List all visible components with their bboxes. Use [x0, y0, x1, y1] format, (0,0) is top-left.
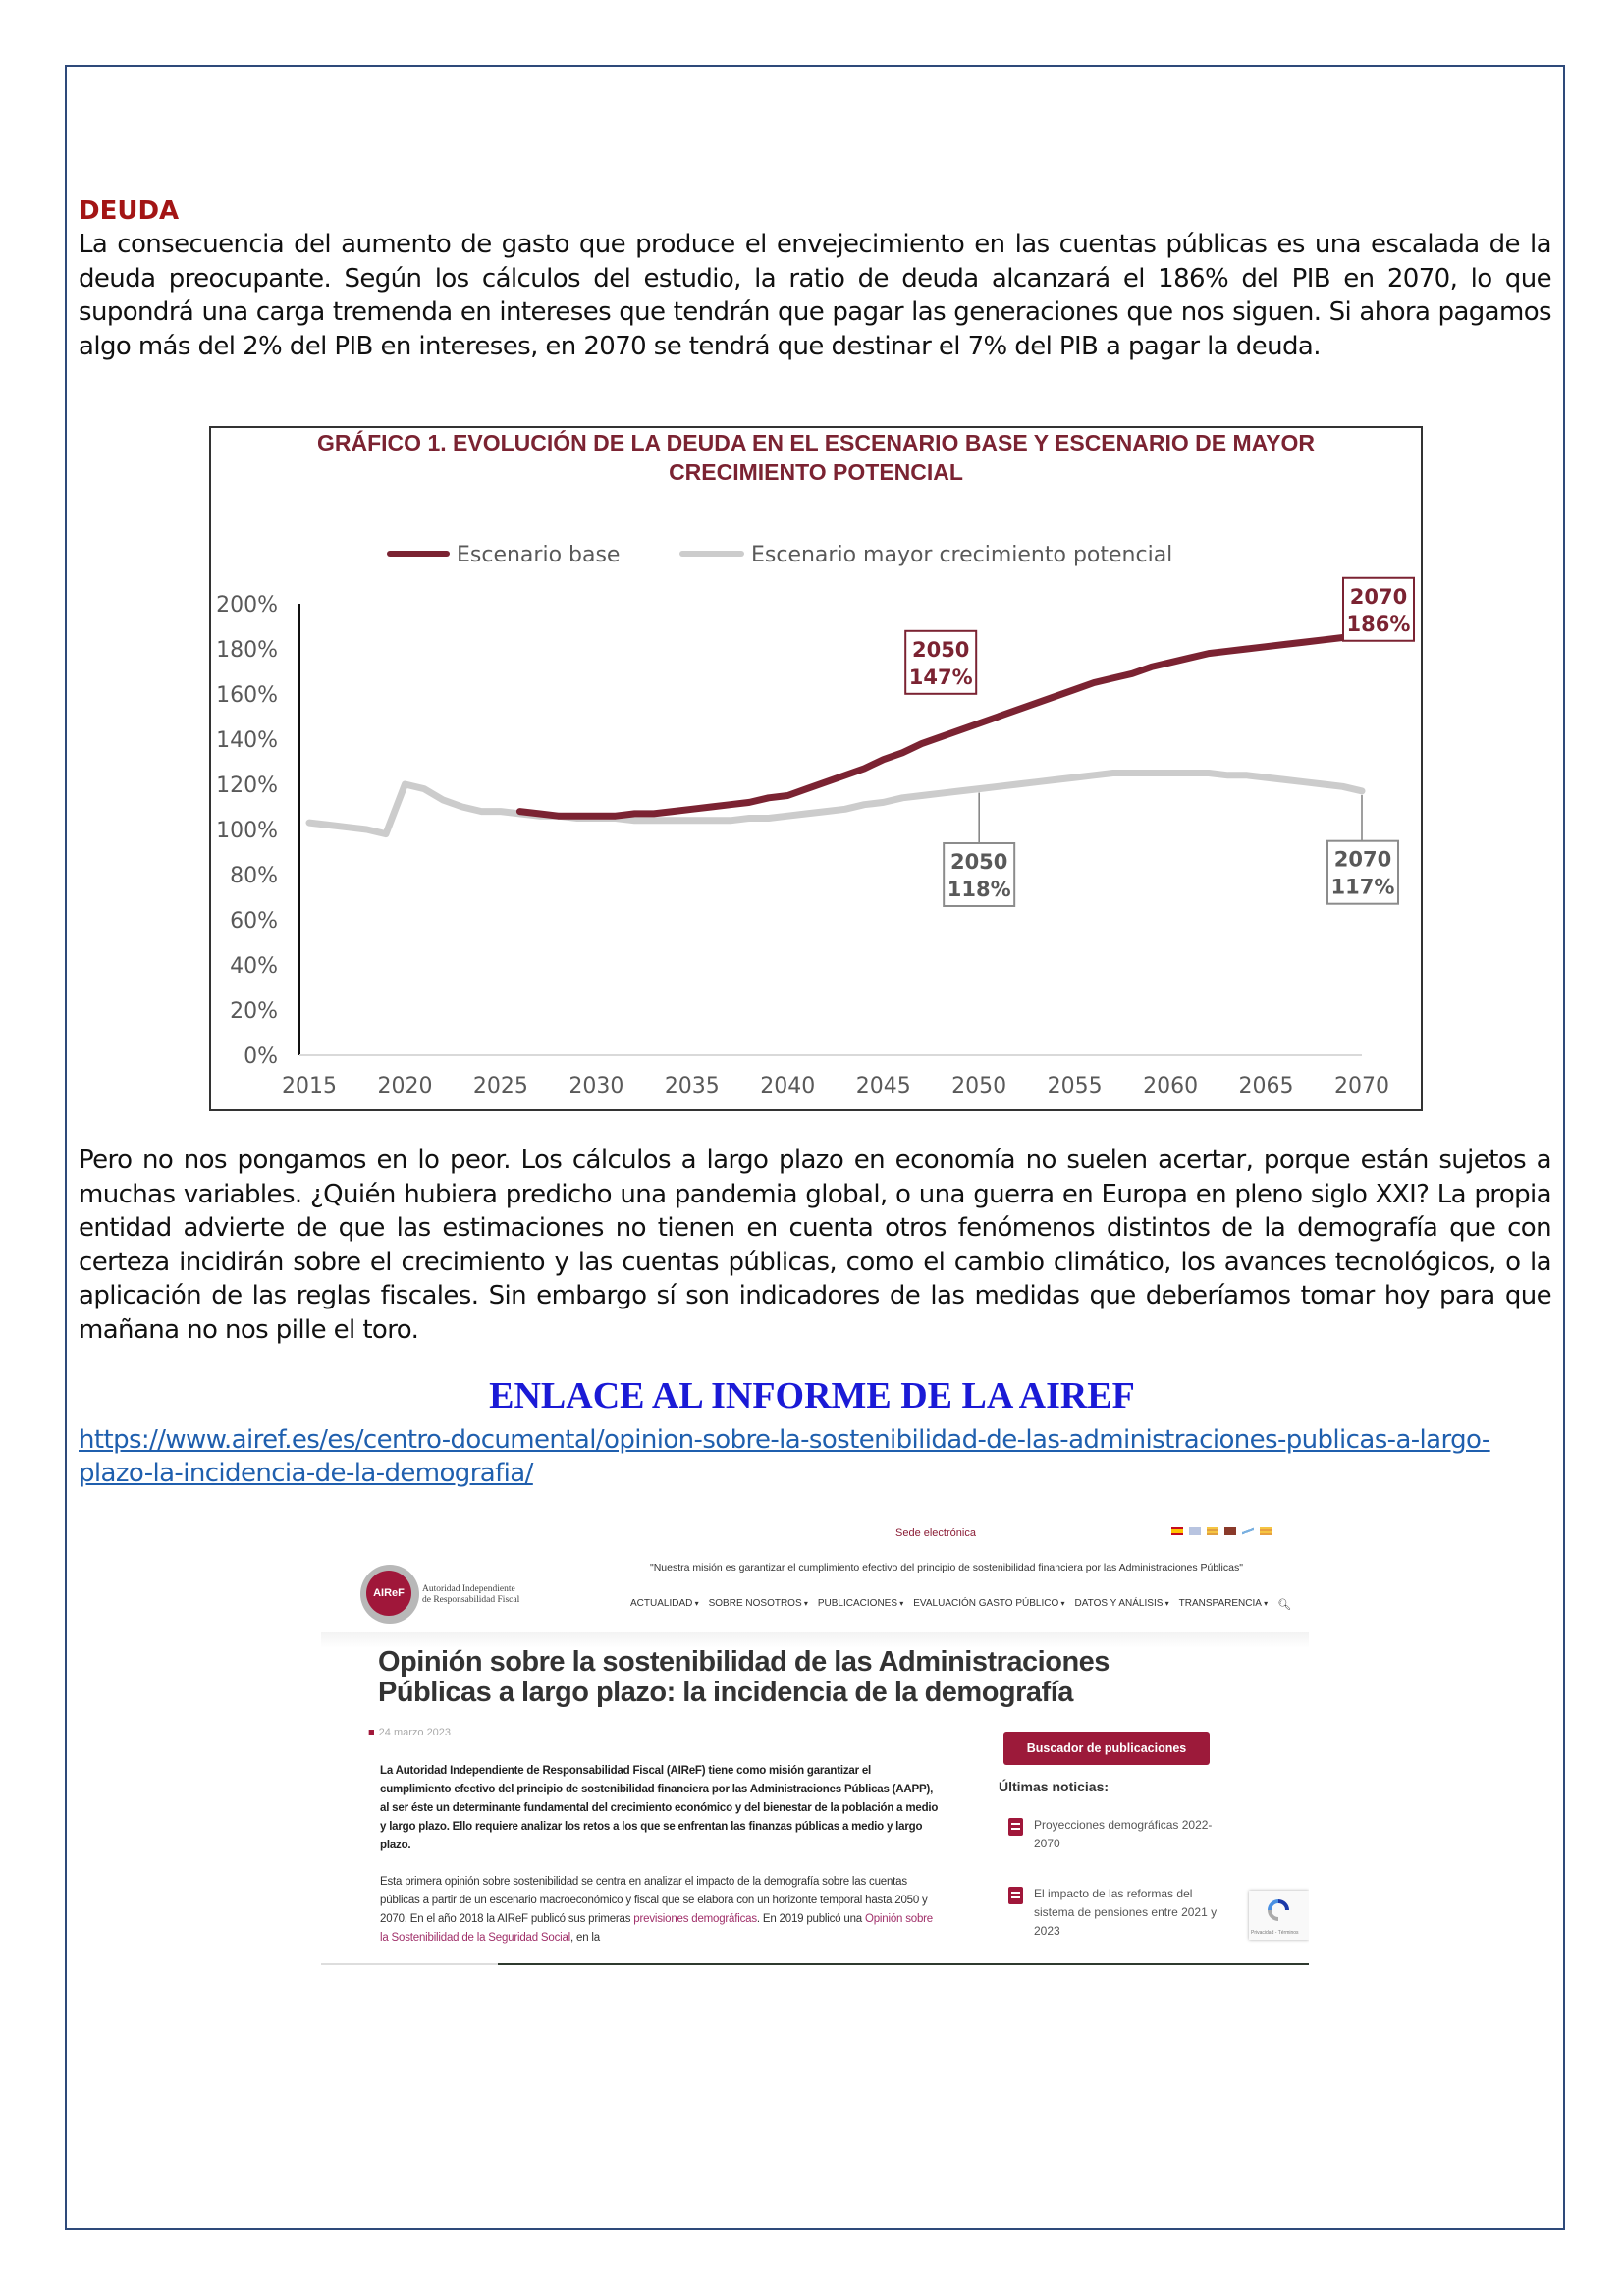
- article-title: [378, 1647, 1110, 1708]
- airef-website-screenshot: [321, 1520, 1309, 1965]
- nav-sobre-nosotros[interactable]: SOBRE NOSOTROS ▾: [709, 1598, 808, 1611]
- x-tick-label: 2065: [1238, 1074, 1294, 1098]
- annotation-value: 147%: [908, 665, 973, 689]
- main-nav: [630, 1598, 1291, 1611]
- annotation-year: 2050: [911, 637, 970, 662]
- annotation-value: 118%: [947, 878, 1011, 901]
- link-opinion-seguridad-social[interactable]: Opinión sobre la Sostenibilidad de la Seguridad Social: [380, 1913, 933, 1944]
- x-tick-label: 2040: [760, 1074, 816, 1098]
- chart-title: GRÁFICO 1. EVOLUCIÓN DE LA DEUDA EN EL ESCENARIO BASE Y ESCENARIO DE MAYOR CRECIMIENTO POTENCIAL: [317, 430, 1315, 485]
- flag-eu-icon[interactable]: [1224, 1527, 1236, 1535]
- flag-uk-icon[interactable]: [1189, 1527, 1201, 1535]
- x-tick-label: 2015: [282, 1074, 337, 1098]
- link-section-title: ENLACE AL INFORME DE LA AIREF: [489, 1375, 1135, 1416]
- article-intro: La Autoridad Independiente de Responsabilidad Fiscal (AIReF) tiene como misión garantizar el cumplimiento efectivo del principio de sostenibilidad financiera por las Administraciones Públicas (AAPP), al ser éste un determinante fundamental del crecimiento económico y del bienestar de la población a medio y largo plazo. Ello requiere analizar los retos a los que se enfrentan las finanzas públicas a medio y largo plazo.: [380, 1765, 939, 1851]
- recaptcha-icon: [1264, 1896, 1293, 1925]
- news-item-label: El impacto de las reformas del sistema de pensiones entre 2021 y 2023: [1034, 1887, 1218, 1938]
- article-title-line2: Públicas a largo plazo: la incidencia de la demografía: [378, 1677, 1073, 1708]
- x-tick-label: 2035: [664, 1074, 720, 1098]
- flag-va-icon[interactable]: [1260, 1527, 1272, 1535]
- y-tick-label: 200%: [216, 593, 278, 617]
- news-item-label: Proyecciones demográficas 2022-2070: [1034, 1818, 1213, 1850]
- logo-subtitle: [422, 1584, 519, 1606]
- y-tick-label: 40%: [230, 954, 278, 979]
- mission-statement: "Nuestra misión es garantizar el cumplimiento efectivo del principio de sostenibilidad financiera por las Administraciones Públicas": [650, 1562, 1243, 1574]
- calendar-icon: ■: [368, 1727, 375, 1738]
- y-tick-label: 120%: [216, 774, 278, 798]
- y-tick-label: 80%: [230, 864, 278, 888]
- annotation-year: 2070: [1349, 584, 1408, 609]
- paragraph-debt: La consecuencia del aumento de gasto que produce el envejecimiento en las cuentas públicas es una escalada de la deuda preocupante. Según los cálculos del estudio, la ratio de deuda alcanzará el 186% del PIB en 2070, lo que supondrá una carga tremenda en intereses que tendrán que pagar las generaciones que nos siguen. Si ahora pagamos algo más del 2% del PIB en intereses, en 2070 se tendrá que destinar el 7% del PIB a pagar la deuda.: [79, 230, 1551, 361]
- nav-datos-analisis[interactable]: DATOS Y ANÁLISIS ▾: [1075, 1598, 1169, 1611]
- x-tick-label: 2045: [855, 1074, 911, 1098]
- annotation-year: 2050: [949, 850, 1008, 874]
- x-tick-label: 2020: [377, 1074, 433, 1098]
- x-tick-label: 2070: [1334, 1074, 1389, 1098]
- recaptcha-badge[interactable]: [1249, 1891, 1309, 1940]
- news-heading: Últimas noticias:: [999, 1779, 1110, 1794]
- body-text-1: Esta primera opinión sobre sostenibilidad se centra en analizar el impacto de la demografía sobre las cuentas públicas a partir de un escenario macroeconómico y fiscal que se elabora con un horizonte temporal hasta 2050 y 2070. En el año 2018 la AIReF publicó sus primeras: [380, 1876, 928, 1925]
- nav-actualidad[interactable]: ACTUALIDAD ▾: [630, 1598, 699, 1611]
- sede-electronica-link[interactable]: Sede electrónica: [895, 1527, 976, 1539]
- y-tick-label: 180%: [216, 638, 278, 663]
- flag-es-icon[interactable]: [1171, 1527, 1183, 1535]
- x-tick-label: 2060: [1143, 1074, 1199, 1098]
- body-text-3: , en la: [570, 1932, 600, 1944]
- link-previsiones[interactable]: previsiones demográficas: [633, 1913, 757, 1925]
- screenshot-bottom-bar-left: [321, 1963, 498, 1965]
- y-tick-label: 140%: [216, 728, 278, 753]
- date-text: 24 marzo 2023: [378, 1727, 452, 1738]
- recaptcha-text: Privacidad - Términos: [1251, 1930, 1299, 1936]
- body-text-2: . En 2019 publicó una: [756, 1913, 865, 1925]
- nav-evaluacion-gasto[interactable]: EVALUACIÓN GASTO PÚBLICO ▾: [913, 1598, 1064, 1611]
- flag-ca-icon[interactable]: [1207, 1527, 1218, 1535]
- logo-mark: AIReF: [366, 1571, 411, 1616]
- section-heading: DEUDA: [79, 196, 180, 226]
- annotation-value: 186%: [1346, 612, 1411, 636]
- y-tick-label: 0%: [244, 1044, 278, 1069]
- y-tick-label: 60%: [230, 909, 278, 934]
- newspaper-icon: [1008, 1887, 1023, 1904]
- y-tick-label: 20%: [230, 999, 278, 1024]
- report-link[interactable]: https://www.airef.es/es/centro-documental/opinion-sobre-la-sostenibilidad-de-las-administraciones-publicas-a-largo-plazo-la-incidencia-de-la-demografia/: [79, 1425, 1490, 1488]
- annotation-year: 2070: [1333, 847, 1392, 872]
- article-body: [380, 1873, 940, 1948]
- x-tick-label: 2025: [472, 1074, 528, 1098]
- legend-label-base: Escenario base: [457, 543, 621, 567]
- newspaper-icon: [1008, 1818, 1023, 1836]
- x-tick-label: 2050: [951, 1074, 1007, 1098]
- paragraph-caveats: Pero no nos pongamos en lo peor. Los cálculos a largo plazo en economía no suelen acertar, porque están sujetos a muchas variables. ¿Quién hubiera predicho una pandemia global, o una guerra en Europa en pleno siglo XXI? La propia entidad advierte de que las estimaciones no tienen en cuenta otros fenómenos distintos de la demografía que con certeza incidirán sobre el crecimiento y las cuentas públicas, como el cambio climático, los avances tecnológicos, o la aplicación de las reglas fiscales. Sin embargo sí son indicadores de las medidas que deberíamos tomar hoy para que mañana no nos pille el toro.: [79, 1146, 1551, 1345]
- flag-gl-icon[interactable]: [1242, 1527, 1254, 1535]
- x-tick-label: 2055: [1047, 1074, 1103, 1098]
- y-tick-label: 160%: [216, 683, 278, 708]
- chart-canvas: [211, 428, 1421, 1109]
- annotation-value: 117%: [1330, 875, 1395, 899]
- nav-publicaciones[interactable]: PUBLICACIONES ▾: [818, 1598, 903, 1611]
- article-date: [368, 1727, 451, 1738]
- airef-logo[interactable]: [360, 1565, 419, 1624]
- y-tick-label: 100%: [216, 819, 278, 843]
- legend-label-alt: Escenario mayor crecimiento potencial: [751, 543, 1173, 567]
- logo-subtitle-line1: Autoridad Independiente: [422, 1584, 515, 1594]
- logo-subtitle-line2: de Responsabilidad Fiscal: [422, 1595, 520, 1605]
- article-title-line1: Opinión sobre la sostenibilidad de las Administraciones: [378, 1646, 1110, 1678]
- x-tick-label: 2030: [568, 1074, 624, 1098]
- search-icon[interactable]: 🔍︎: [1277, 1599, 1292, 1611]
- nav-transparencia[interactable]: TRANSPARENCIA ▾: [1179, 1598, 1269, 1611]
- language-flags: [1171, 1527, 1272, 1535]
- debt-chart: [209, 426, 1423, 1111]
- search-publications-button[interactable]: Buscador de publicaciones: [1003, 1732, 1210, 1765]
